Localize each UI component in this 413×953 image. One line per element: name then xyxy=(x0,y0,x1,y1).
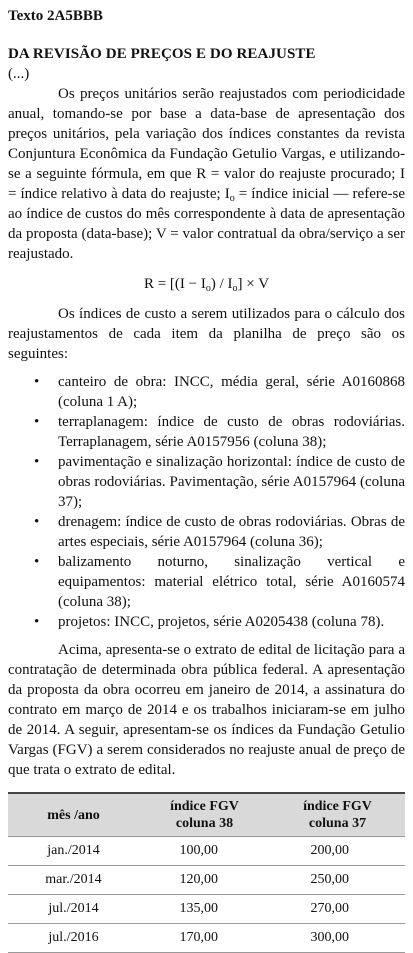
list-item-text: terraplanagem: índice de custo de obras rodoviárias. Terraplanagem, série A0157956 (coluna 38); xyxy=(58,414,405,450)
bullet-icon: • xyxy=(34,454,40,470)
paragraph-text: = índice inicial — refere-se ao índice de custos do mês correspondente à data de apresentação da proposta (data-base); V = valor contratual da obra/serviço a ser reajustado. xyxy=(8,186,406,262)
list-item xyxy=(8,452,405,512)
cell-col37: 300,00 xyxy=(270,924,405,953)
header-mes-ano xyxy=(8,793,139,837)
subscript: o xyxy=(232,283,238,294)
cell-col38: 170,00 xyxy=(139,924,270,953)
header-text: coluna 37 xyxy=(308,816,367,831)
table-row xyxy=(8,866,405,895)
table-header-row xyxy=(8,793,405,837)
bullet-icon: • xyxy=(34,554,40,570)
list-item xyxy=(8,412,405,452)
subscript: o xyxy=(205,283,211,294)
subscript: o xyxy=(229,193,235,204)
list-item-text: pavimentação e sinalização horizontal: índice de custo de obras rodoviárias. Pavimentação, série A0157964 (coluna 37); xyxy=(58,454,405,510)
paragraph-reajuste xyxy=(8,84,405,264)
bullet-icon: • xyxy=(34,514,40,530)
cell-col37: 200,00 xyxy=(270,837,405,866)
cell-col37: 270,00 xyxy=(270,895,405,924)
cell-date: jul./2016 xyxy=(8,924,139,953)
paragraph-indices: Os índices de custo a serem utilizados para o cálculo dos reajustamentos de cada item da planilha de preço são os seguintes: xyxy=(8,306,405,362)
header-text: coluna 38 xyxy=(175,816,234,831)
formula-part: ) / I xyxy=(210,276,233,292)
fgv-index-table xyxy=(8,792,405,953)
cell-date: jul./2014 xyxy=(8,895,139,924)
formula xyxy=(8,274,405,294)
table-row xyxy=(8,924,405,953)
cell-date: jan./2014 xyxy=(8,837,139,866)
header-text: índice FGV xyxy=(303,799,372,814)
header-text: mês /ano xyxy=(47,807,100,823)
list-item xyxy=(8,552,405,612)
paragraph-text: Os preços unitários serão reajustados com periodicidade anual, tomando-se por base a data-base de apresentação dos preços unitários, pela variação dos índices constantes da revista Conjuntura Econômica da Fundação Getulio Vargas, e utilizando-se a seguinte fórmula, em que R = valor do reajuste procurado; I = índice relativo à data do reajuste; I xyxy=(8,86,405,202)
list-item xyxy=(8,512,405,552)
formula-part: R = [(I − I xyxy=(143,276,206,292)
text-identifier: Texto 2A5BBB xyxy=(8,8,103,24)
header-coluna-37 xyxy=(270,793,405,837)
cell-date: mar./2014 xyxy=(8,866,139,895)
list-item-text: drenagem: índice de custo de obras rodoviárias. Obras de artes especiais, série A0157964 (coluna 36); xyxy=(58,514,405,550)
bullet-list xyxy=(8,372,405,632)
paragraph-extrato: Acima, apresenta-se o extrato de edital de licitação para a contratação de determinada obra pública federal. A apresentação da proposta da obra ocorreu em janeiro de 2014, a assinatura do contrato em março de 2014 e os trabalhos iniciaram-se em julho de 2014. A seguir, apresentam-se os índices da Fundação Getulio Vargas (FGV) a serem considerados no reajuste anual de preço de que trata o extrato de edital. xyxy=(8,642,405,778)
section-title: DA REVISÃO DE PREÇOS E DO REAJUSTE xyxy=(8,46,316,62)
list-item-text: projetos: INCC, projetos, série A0205438 (coluna 78). xyxy=(58,614,385,630)
list-item-text: canteiro de obra: INCC, média geral, série A0160868 (coluna 1 A); xyxy=(58,374,405,410)
list-item xyxy=(8,612,405,632)
bullet-icon: • xyxy=(34,614,40,630)
cell-col38: 120,00 xyxy=(139,866,270,895)
cell-col38: 100,00 xyxy=(139,837,270,866)
cell-col38: 135,00 xyxy=(139,895,270,924)
ellipsis: (...) xyxy=(8,66,30,82)
header-text: índice FGV xyxy=(170,799,239,814)
formula-part: ] × V xyxy=(237,276,270,292)
list-item xyxy=(8,372,405,412)
table-row xyxy=(8,895,405,924)
bullet-icon: • xyxy=(34,374,40,390)
list-item-text: balizamento noturno, sinalização vertical e equipamentos: material elétrico total, série A0160574 (coluna 38); xyxy=(58,554,405,610)
cell-col37: 250,00 xyxy=(270,866,405,895)
header-coluna-38 xyxy=(139,793,270,837)
bullet-icon: • xyxy=(34,414,40,430)
table-row xyxy=(8,837,405,866)
